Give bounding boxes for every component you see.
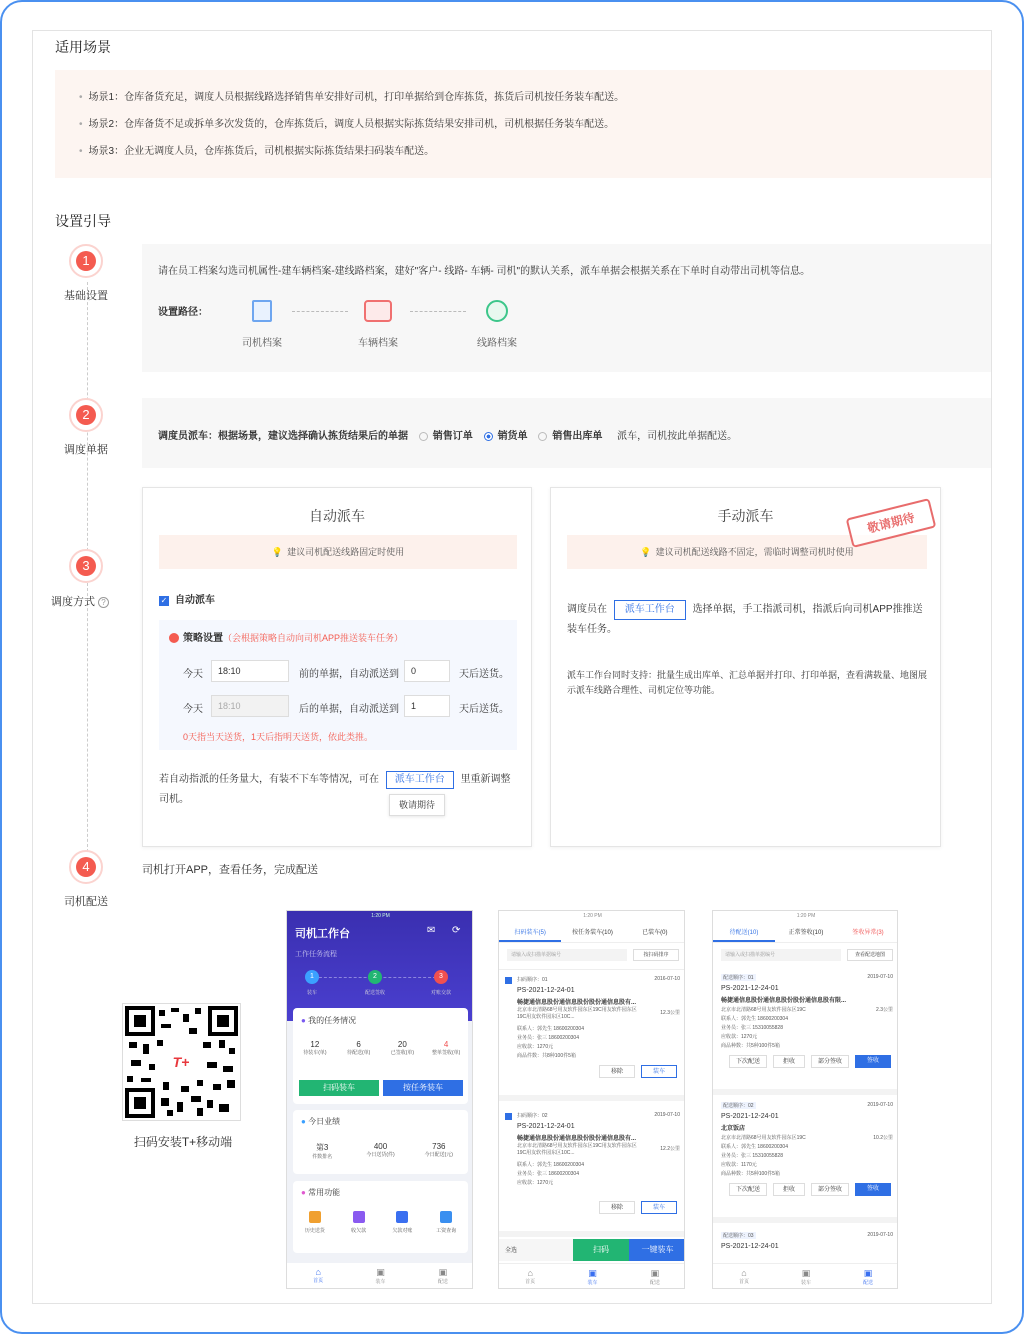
truck-icon: ▣ — [801, 1268, 811, 1278]
sort-select[interactable]: 按扫码排序 — [633, 949, 679, 961]
today-1-value: 第3 — [315, 1143, 329, 1152]
path-arrow-1 — [292, 311, 348, 312]
order-address: 北京市北清路68号用友软件园东区19C用友软件园东区19C用友软件园东区10C... — [517, 1143, 637, 1156]
scenes-title: 适用场景 — [55, 39, 111, 55]
stat-3-label: 已签收(单) — [390, 1050, 415, 1056]
time-input-1[interactable]: 18:10 — [211, 660, 289, 682]
func-history[interactable]: 历史送货 — [293, 1211, 337, 1234]
delivery-contact: 联系人：郭先生 18600200304 — [721, 1144, 788, 1150]
delivery-distance: 10.2公里 — [873, 1135, 893, 1141]
delivery-no: PS-2021-12-24-01 — [721, 985, 779, 992]
flow-step-2-icon: 2 — [368, 970, 382, 984]
checkbox-icon[interactable]: ✓ — [160, 596, 168, 605]
scenes-box — [55, 70, 991, 178]
delivery-card[interactable] — [713, 1229, 898, 1263]
order-goods: 商品件数：共8种100件5箱 — [517, 1053, 576, 1059]
remove-button[interactable]: 移除 — [599, 1065, 635, 1078]
tab-deliver[interactable]: ▣ 配送 — [412, 1263, 473, 1289]
flow-step-1-icon: 1 — [305, 970, 319, 984]
delivery-seq: 配送顺序：01 — [723, 975, 754, 981]
partial-sign-button[interactable]: 部分签收 — [811, 1183, 849, 1196]
delivery-salesman: 业务员：张三 15310055828 — [721, 1153, 783, 1159]
wallet-icon — [353, 1211, 365, 1223]
coming-soon-tooltip: 敬请期待 — [389, 794, 445, 816]
scan-button[interactable]: 扫码 — [573, 1239, 629, 1261]
select-all[interactable]: 全选 — [505, 1248, 518, 1254]
phone2-bottom-bar — [499, 1239, 685, 1261]
phone1-title: 司机工作台 — [295, 928, 350, 940]
reject-button[interactable]: 拒收 — [773, 1055, 805, 1068]
scene-1: • 场景1：仓库备货充足，调度人员根据线路选择销售单安排好司机，打印单据给到仓库拣货，拣货后司机按任务装车配送。 — [79, 88, 624, 103]
row2-today: 今天 — [183, 704, 203, 715]
order-checkbox[interactable] — [505, 1113, 512, 1120]
order-date: 2016-07-10 — [654, 976, 680, 982]
tab-scan[interactable]: 扫码装车(5) — [499, 927, 561, 942]
load-button[interactable]: 装车 — [641, 1065, 677, 1078]
order-distance: 12.2公里 — [660, 1146, 680, 1152]
today-stats — [293, 1142, 468, 1160]
delivery-card[interactable] — [713, 971, 898, 1095]
option-sales-order[interactable]: 销售订单 — [432, 431, 473, 442]
delivery-customer: 北京饭店 — [721, 1126, 746, 1132]
path-item-route[interactable]: 线路档案 — [477, 338, 517, 349]
order-amount: 应收款：1270元 — [517, 1044, 554, 1050]
home-icon: ⌂ — [315, 1267, 321, 1277]
days-input-2[interactable]: 1 — [404, 695, 450, 717]
route-file-icon[interactable] — [486, 300, 508, 322]
delivery-contact: 联系人：郭先生 18600200304 — [721, 1016, 788, 1022]
delivery-goods: 商品种数：共5种100件5箱 — [721, 1171, 780, 1177]
step-1-box — [142, 244, 991, 372]
dispatch-workbench-button[interactable]: 派车工作台 — [386, 771, 454, 789]
delivery-no: PS-2021-12-24-01 — [721, 1113, 779, 1120]
path-arrow-2 — [410, 311, 466, 312]
clock-icon — [169, 633, 179, 643]
order-salesman: 业务员：张三 18600200304 — [517, 1171, 579, 1177]
strategy-header: 策略设置（会根据策略自动向司机APP推送装车任务） — [169, 629, 403, 644]
phone-driver-workbench — [286, 910, 473, 1289]
func-salary[interactable]: 工资查询 — [424, 1211, 468, 1234]
path-item-driver[interactable]: 司机档案 — [242, 338, 282, 349]
nav-home[interactable]: ⌂ 首页 — [499, 1264, 561, 1289]
brand-logo: T+ — [172, 1054, 190, 1070]
tab-load[interactable]: ▣ 装车 — [349, 1263, 411, 1289]
stat-3-value: 20 — [397, 1040, 407, 1049]
flow-step-3: 对账交款 — [430, 990, 451, 996]
row1-after: 天后送货。 — [459, 669, 509, 680]
one-click-load-button[interactable]: 一键装车 — [629, 1239, 685, 1261]
option-sales-delivery[interactable]: 销货单 — [497, 431, 528, 442]
deliver-icon: ▣ — [438, 1267, 448, 1277]
manual-desc: 派车工作台同时支持：批量生成出库单、汇总单据并打印、打印单据，查看满载量、地图展示派车线路合理性、司机定位等功能。 — [567, 670, 928, 695]
phone3-status: 1:20 PM — [796, 913, 816, 919]
stat-1-value: 12 — [310, 1040, 320, 1049]
refresh-icon[interactable]: ⟳ — [452, 925, 461, 936]
stat-4-label: 整单签收(单) — [431, 1050, 461, 1056]
salary-icon — [440, 1211, 452, 1223]
nav-deliver[interactable]: ▣ 配送 — [624, 1264, 685, 1289]
flow-step-3-icon: 3 — [434, 970, 448, 984]
auto-note: 若自动指派的任务量大，有装不下车等情况，可在 派车工作台 里重新调整司机。 — [159, 770, 519, 810]
remove-button[interactable]: 移除 — [599, 1201, 635, 1214]
phone2-tabs — [499, 927, 685, 943]
delivery-date: 2019-07-10 — [867, 1102, 893, 1108]
step-3-label: 调度方式 ? — [40, 593, 120, 609]
partial-sign-button[interactable]: 部分签收 — [811, 1055, 849, 1068]
order-address: 北京市北清路68号用友软件园东区19C用友软件园东区19C用友软件园东区10C... — [517, 1007, 637, 1020]
manual-tip: 💡 建议司机配送线路不固定，需临时调整司机时使用 — [567, 535, 927, 569]
nav-load[interactable]: ▣ 装车 — [561, 1264, 623, 1289]
guide-title: 设置引导 — [55, 213, 111, 229]
order-customer: 畅捷通信息股份通信息股份股份通信息股有... — [517, 1136, 637, 1142]
row1-text: 前的单据，自动派送到 — [299, 669, 399, 680]
order-amount: 应收款：1270元 — [517, 1180, 554, 1186]
phone3-search[interactable]: 请输入或扫描单据编号 — [721, 949, 841, 961]
nav-deliver[interactable]: ▣ 配送 — [837, 1264, 898, 1289]
phone-deliver — [712, 910, 898, 1289]
truck-icon: ▣ — [588, 1268, 597, 1278]
order-salesman: 业务员：张三 18600200304 — [517, 1035, 579, 1041]
delivery-seq: 配送顺序：02 — [723, 1103, 754, 1109]
flow-step-2: 配送签收 — [364, 990, 385, 996]
flow-label: 工作任务流程 — [295, 951, 337, 958]
dispatch-suffix: 派车，司机按此单据配送。 — [617, 431, 738, 442]
manual-title: 手动派车 — [717, 508, 774, 524]
functions-card — [293, 1181, 468, 1253]
row1-today: 今天 — [183, 669, 203, 680]
step-1-label: 基础设置 — [64, 290, 108, 302]
stat-2-label: 待配送(单) — [346, 1050, 371, 1056]
step-4-desc: 司机打开APP，查看任务，完成配送 — [142, 864, 319, 876]
order-distance: 12.3公里 — [660, 1010, 680, 1016]
deliver-icon: ▣ — [863, 1268, 873, 1278]
order-customer: 畅捷通信息股份通信息股份股份通信息股有... — [517, 1000, 637, 1006]
scan-load-button[interactable]: 扫码装车 — [299, 1080, 379, 1096]
flow-step-1: 装车 — [306, 990, 317, 996]
phone2-tabbar — [499, 1263, 685, 1289]
auto-checkbox-row[interactable]: ✓ 自动派车 — [160, 595, 215, 606]
today-1-label: 件数排名 — [312, 1154, 333, 1160]
delivery-distance: 2.3公里 — [876, 1007, 893, 1013]
step-4-label: 司机配送 — [64, 896, 108, 908]
stat-2-value: 6 — [356, 1040, 361, 1049]
step-2-badge: 2 — [69, 398, 103, 432]
next-delivery-button[interactable]: 下次配送 — [729, 1183, 767, 1196]
today-3-label: 今日配送(元) — [424, 1152, 453, 1158]
func-collect[interactable]: 收欠款 — [337, 1211, 381, 1234]
order-seq: 扫码顺序：02 — [517, 1113, 548, 1119]
tab-signed[interactable]: 正常签收(10) — [788, 930, 824, 936]
qr-code — [122, 1003, 241, 1121]
nav-home[interactable]: ⌂ 首页 — [713, 1264, 775, 1289]
tab-home[interactable]: ⌂ 首页 — [287, 1263, 349, 1289]
nav-load[interactable]: ▣ 装车 — [775, 1264, 837, 1289]
today-3-value: 736 — [432, 1142, 446, 1151]
delivery-seq: 配送顺序：03 — [723, 1233, 754, 1239]
order-no: PS-2021-12-24-01 — [517, 1123, 575, 1130]
step-1-badge: 1 — [69, 244, 103, 278]
radio-sales-outbound[interactable] — [538, 432, 547, 441]
divider — [499, 969, 685, 970]
reject-button[interactable]: 拒收 — [773, 1183, 805, 1196]
row2-after: 天后送货。 — [459, 704, 509, 715]
tasks-title: ● 我的任务情况 — [301, 1016, 357, 1025]
delivery-date: 2019-07-10 — [867, 1232, 893, 1238]
phone3-tabs — [713, 927, 898, 943]
auto-dispatch-card — [142, 487, 532, 847]
map-button[interactable]: 查看配送地图 — [847, 949, 893, 961]
delivery-card[interactable] — [713, 1099, 898, 1223]
dispatch-doc-row — [158, 427, 737, 442]
deliver-icon: ▣ — [650, 1268, 660, 1278]
message-icon[interactable]: ✉ — [427, 925, 436, 936]
order-card[interactable] — [499, 1109, 685, 1237]
tab-pending[interactable]: 待配送(10) — [713, 927, 775, 942]
strategy-warning: 0天指当天送货，1天后指明天送货，依此类推。 — [183, 732, 374, 742]
tasks-stats — [293, 1040, 468, 1056]
today-title: ● 今日业绩 — [301, 1117, 341, 1126]
path-label: 设置路径： — [158, 307, 208, 318]
delivery-amount: 应收款：1270元 — [721, 1034, 758, 1040]
task-load-button[interactable]: 按任务装车 — [383, 1080, 463, 1096]
today-card — [293, 1110, 468, 1174]
tab-exception[interactable]: 签收异常(3) — [852, 930, 884, 936]
delivery-address: 北京市北清路68号用友软件园东区19C — [721, 1007, 806, 1013]
phone-scan-load — [498, 910, 685, 1289]
delivery-date: 2019-07-10 — [867, 974, 893, 980]
order-card[interactable] — [499, 973, 685, 1101]
delivery-no: PS-2021-12-24-01 — [721, 1243, 779, 1250]
radio-sales-delivery[interactable] — [484, 432, 493, 441]
home-icon: ⌂ — [741, 1268, 747, 1278]
strategy-panel — [159, 620, 517, 750]
step-4-badge: 4 — [69, 850, 103, 884]
time-input-2: 18:10 — [211, 695, 289, 717]
step-2-box — [142, 398, 991, 468]
row2-text: 后的单据，自动派送到 — [299, 704, 399, 715]
functions-list — [293, 1211, 468, 1234]
phone1-tabbar — [287, 1263, 473, 1289]
manual-dispatch-card — [550, 487, 941, 847]
phone2-search[interactable]: 请输入或扫描单据编号 — [507, 949, 627, 961]
delivery-address: 北京市北清路68号用友软件园东区19C — [721, 1135, 806, 1141]
auto-tip: 💡 建议司机配送线路固定时使用 — [159, 535, 517, 569]
order-no: PS-2021-12-24-01 — [517, 987, 575, 994]
today-2-value: 400 — [373, 1142, 388, 1151]
functions-title: ● 常用功能 — [301, 1188, 341, 1197]
func-reconcile[interactable]: 欠款对账 — [381, 1211, 425, 1234]
phone3-tabbar — [713, 1263, 898, 1289]
driver-file-icon[interactable] — [252, 300, 272, 322]
delivery-amount: 应收款：1170元 — [721, 1162, 757, 1168]
days-input-1[interactable]: 0 — [404, 660, 450, 682]
vehicle-file-icon[interactable] — [364, 300, 392, 322]
help-icon[interactable]: ? — [98, 597, 109, 608]
tasks-card — [293, 1008, 468, 1104]
order-checkbox[interactable] — [505, 977, 512, 984]
dispatch-prefix: 调度员派车：根据场景，建议选择确认拣货结果后的单据 — [158, 431, 408, 442]
order-seq: 扫码顺序：01 — [517, 977, 548, 983]
history-icon — [309, 1211, 321, 1223]
radio-sales-order[interactable] — [419, 432, 428, 441]
path-item-vehicle[interactable]: 车辆档案 — [358, 338, 398, 349]
qr-caption: 扫码安装T+移动端 — [133, 1135, 233, 1149]
step-1-desc: 请在员工档案勾选司机属性-建车辆档案-建线路档案，建好"客户- 线路- 车辆- 司机"的默认关系，派车单据会根据关系在下单时自动带出司机等信息。 — [158, 266, 811, 277]
phone1-status: 1:20 PM — [371, 913, 390, 919]
stat-4-value: 4 — [443, 1040, 449, 1049]
next-delivery-button[interactable]: 下次配送 — [729, 1055, 767, 1068]
scene-3: • 场景3：企业无调度人员，仓库拣货后，司机根据实际拣货结果扫码装车配送。 — [79, 142, 434, 157]
load-button[interactable]: 装车 — [641, 1201, 677, 1214]
phone2-status: 1:20 PM — [583, 913, 602, 919]
manual-line: 调度员在 派车工作台 选择单据，手工指派司机，指派后向司机APP推推送装车任务。 — [567, 600, 932, 640]
manual-workbench-button[interactable]: 派车工作台 — [614, 600, 686, 620]
home-icon: ⌂ — [527, 1268, 533, 1278]
coming-soon-stamp: 敬请期待 — [846, 498, 937, 548]
stat-1-label: 待装车(单) — [303, 1050, 327, 1056]
bulb-icon: 💡 — [271, 547, 284, 557]
step-3-badge: 3 — [69, 549, 103, 583]
order-contact: 联系人：郭先生 18600200304 — [517, 1026, 584, 1032]
bulb-icon: 💡 — [640, 547, 652, 557]
sign-button[interactable]: 签收 — [855, 1055, 891, 1068]
reconcile-icon — [396, 1211, 408, 1223]
sign-button[interactable]: 签收 — [855, 1183, 891, 1196]
today-2-label: 今日送货(件) — [366, 1152, 395, 1158]
order-contact: 联系人：郭先生 18600200304 — [517, 1162, 584, 1168]
delivery-salesman: 业务员：张三 15310055828 — [721, 1025, 783, 1031]
truck-icon: ▣ — [376, 1267, 385, 1277]
auto-title: 自动派车 — [309, 508, 365, 524]
tab-loaded[interactable]: 已装车(0) — [642, 930, 668, 936]
delivery-customer: 畅捷通信息股份通信息股份股份通信息股有限... — [721, 998, 847, 1004]
delivery-goods: 商品种数：共5种100件5箱 — [721, 1043, 780, 1049]
option-sales-outbound[interactable]: 销售出库单 — [552, 431, 603, 442]
order-date: 2019-07-10 — [654, 1112, 680, 1118]
step-2-label: 调度单据 — [64, 444, 108, 456]
tab-task[interactable]: 按任务装车(10) — [572, 930, 613, 936]
scene-2: • 场景2：仓库备货不足或拆单多次发货的，仓库拣货后，调度人员根据实际拣货结果安排司机，司机根据任务装车配送。 — [79, 115, 614, 130]
